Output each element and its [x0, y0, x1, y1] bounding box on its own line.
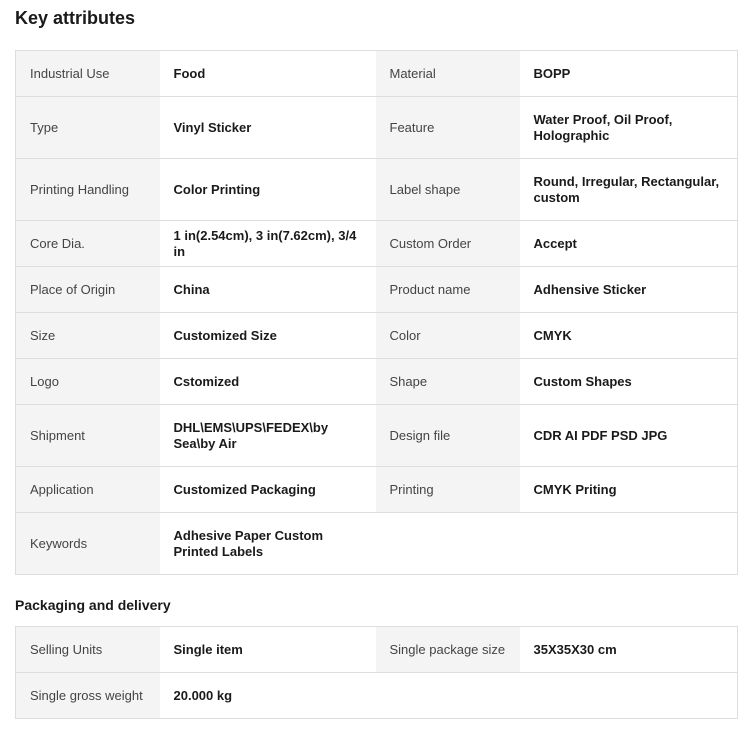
attribute-label: Product name: [376, 267, 520, 313]
attribute-value: Single item: [160, 627, 376, 673]
attribute-value: CDR AI PDF PSD JPG: [520, 405, 738, 467]
attribute-value: CMYK Priting: [520, 467, 738, 513]
table-row: [16, 159, 738, 221]
table-row: [16, 267, 738, 313]
table-row: [16, 359, 738, 405]
attribute-value: Round, Irregular, Rectangular, custom: [520, 159, 738, 221]
attribute-value: Adhensive Sticker: [520, 267, 738, 313]
attribute-value: Custom Shapes: [520, 359, 738, 405]
attribute-value: Cstomized: [160, 359, 376, 405]
attribute-value: Water Proof, Oil Proof, Holographic: [520, 97, 738, 159]
table-row: [16, 97, 738, 159]
attribute-label: Design file: [376, 405, 520, 467]
attribute-label: Single gross weight: [16, 673, 160, 719]
attribute-value: Accept: [520, 221, 738, 267]
table-row: [16, 221, 738, 267]
attribute-label: Single package size: [376, 627, 520, 673]
attribute-label: Keywords: [16, 513, 160, 575]
attribute-value: Adhesive Paper Custom Printed Labels: [160, 513, 376, 575]
attribute-value: 20.000 kg: [160, 673, 376, 719]
attribute-label: Size: [16, 313, 160, 359]
table-row: [16, 513, 738, 575]
empty-cell: [376, 673, 520, 719]
attribute-label: Material: [376, 51, 520, 97]
attribute-label: Logo: [16, 359, 160, 405]
attribute-value: Food: [160, 51, 376, 97]
attribute-label: Application: [16, 467, 160, 513]
table-row: [16, 467, 738, 513]
attribute-label: Label shape: [376, 159, 520, 221]
attribute-value: 1 in(2.54cm), 3 in(7.62cm), 3/4 in: [160, 221, 376, 267]
attribute-value: DHL\EMS\UPS\FEDEX\by Sea\by Air: [160, 405, 376, 467]
attribute-label: Shipment: [16, 405, 160, 467]
attribute-value: Customized Size: [160, 313, 376, 359]
table-row: [16, 627, 738, 673]
attribute-value: Vinyl Sticker: [160, 97, 376, 159]
packaging-table: [15, 626, 738, 719]
attribute-label: Shape: [376, 359, 520, 405]
attribute-label: Place of Origin: [16, 267, 160, 313]
attribute-label: Type: [16, 97, 160, 159]
attribute-label: Feature: [376, 97, 520, 159]
attribute-label: Selling Units: [16, 627, 160, 673]
key-attributes-table: [15, 50, 738, 575]
attribute-value: China: [160, 267, 376, 313]
attribute-label: Printing Handling: [16, 159, 160, 221]
attribute-label: Printing: [376, 467, 520, 513]
attribute-value: BOPP: [520, 51, 738, 97]
empty-cell: [520, 513, 738, 575]
attribute-label: Core Dia.: [16, 221, 160, 267]
table-row: [16, 51, 738, 97]
attribute-label: Custom Order: [376, 221, 520, 267]
attribute-value: Customized Packaging: [160, 467, 376, 513]
attribute-value: Color Printing: [160, 159, 376, 221]
table-row: [16, 313, 738, 359]
empty-cell: [376, 513, 520, 575]
packaging-title: Packaging and delivery: [15, 597, 171, 613]
attribute-label: Color: [376, 313, 520, 359]
table-row: [16, 673, 738, 719]
empty-cell: [520, 673, 738, 719]
key-attributes-title: Key attributes: [15, 8, 136, 28]
attribute-value: CMYK: [520, 313, 738, 359]
attribute-value: 35X35X30 cm: [520, 627, 738, 673]
attribute-label: Industrial Use: [16, 51, 160, 97]
table-row: [16, 405, 738, 467]
